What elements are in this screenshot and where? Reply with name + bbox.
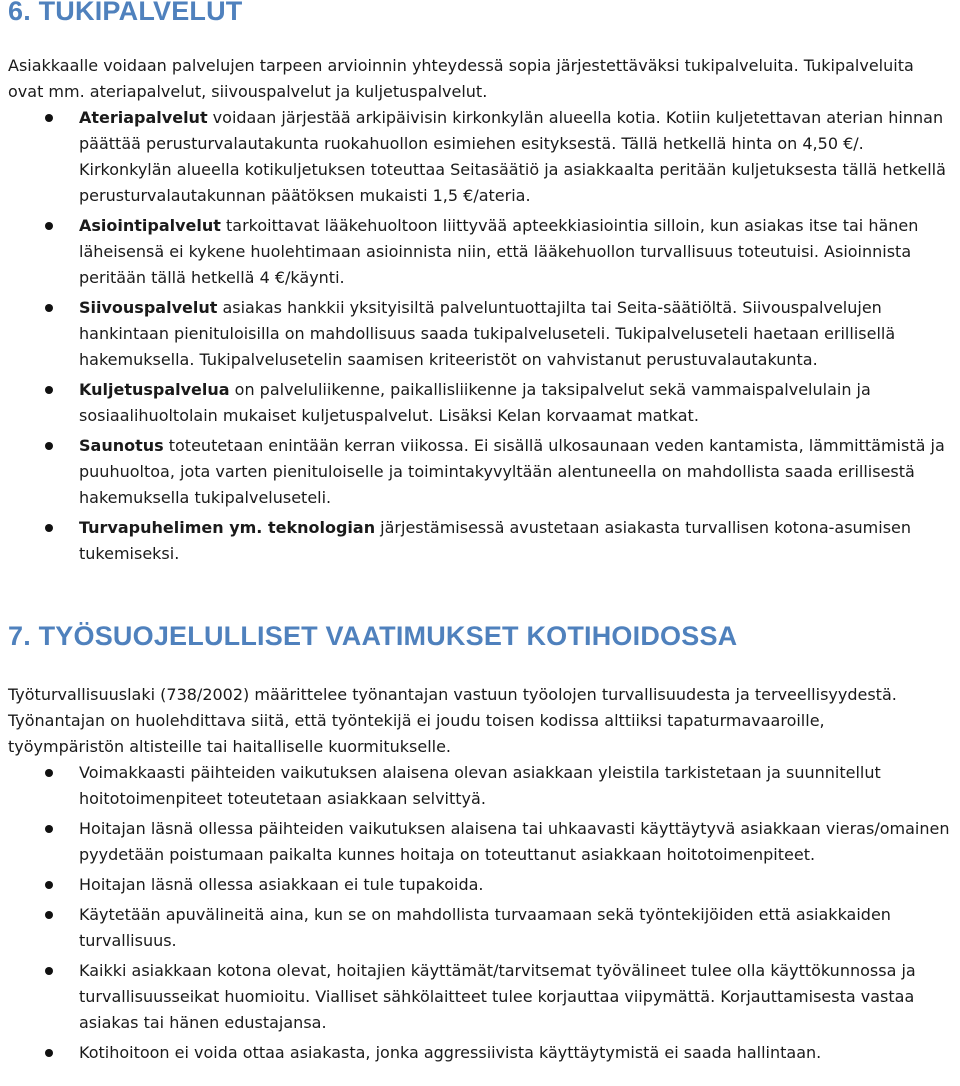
section-7-intro: Työturvallisuuslaki (738/2002) määrittelee työnantajan vastuun työolojen turvallisuudesta ja terveellisyydestä. Työnantajan on huolehdittava siitä, että työntekijä ei joudu toisen kodissa alttiiksi tapaturmavaaroille, työympäristön altisteille tai haitalliselle kuormitukselle. [8,685,897,756]
list-item-term: Asiointipalvelut [79,216,221,235]
list-item-term: Ateriapalvelut [79,108,208,127]
list-item [8,816,958,868]
list-item [8,958,958,1036]
bullet-icon [45,304,53,312]
list-item-text: Kaikki asiakkaan kotona olevat, hoitajien käyttämät/tarvitsemat työvälineet tulee olla käyttökunnossa ja turvallisuusseikat huomioitu. Vialliset sähkölaitteet tulee korjauttaa viipymättä. Korjauttamisesta vastaa asiakas tai hänen edustajansa. [79,961,916,1032]
bullet-icon [45,1049,53,1057]
list-item-text: toteutetaan enintään kerran viikossa. Ei sisällä ulkosaunaan veden kantamista, lämmittämistä ja puuhuoltoa, jota varten pienituloiselle ja toimintakyvyltään alentuneella on mahdollista saada erillisestä hakemuksella tukipalveluseteli. [79,436,945,507]
bullet-icon [45,114,53,122]
list-item-term: Kuljetuspalvelua [79,380,230,399]
bullet-icon [45,222,53,230]
bullet-icon [45,386,53,394]
bullet-icon [45,881,53,889]
section-6-list [8,105,958,571]
list-item [8,515,958,567]
bullet-icon [45,769,53,777]
list-item [8,433,958,511]
list-item-text: Hoitajan läsnä ollessa päihteiden vaikutuksen alaisena tai uhkaavasti käyttäytyvä asiakkaan vieras/omainen pyydetään poistumaan paikalta kunnes hoitaja on toteuttanut asiakkaan hoitotoimenpiteet. [79,819,950,864]
list-item-text: tarkoittavat lääkehuoltoon liittyvää apteekkiasiointia silloin, kun asiakas itse tai hänen läheisensä ei kykene huolehtimaan asioinnista niin, että lääkehuollon turvallisuus toteutuisi. Asioinnista peritään tällä hetkellä 4 €/käynti. [79,216,919,287]
bullet-icon [45,825,53,833]
section-7-heading: 7. TYÖSUOJELULLISET VAATIMUKSET KOTIHOIDOSSA [8,621,738,651]
list-item [8,872,958,898]
bullet-icon [45,911,53,919]
list-item [8,902,958,954]
list-item-text: Voimakkaasti päihteiden vaikutuksen alaisena olevan asiakkaan yleistila tarkistetaan ja suunnitellut hoitotoimenpiteet toteutetaan asiakkaan selvittyä. [79,763,881,808]
list-item [8,377,958,429]
list-item [8,105,958,209]
list-item-text: Kotihoitoon ei voida ottaa asiakasta, jonka aggressiivista käyttäytymistä ei saada hallintaan. [79,1043,822,1062]
bullet-icon [45,524,53,532]
list-item-term: Saunotus [79,436,164,455]
list-item-term: Turvapuhelimen ym. teknologian [79,518,376,537]
list-item-text: järjestämisessä avustetaan asiakasta turvallisen kotona-asumisen tukemiseksi. [79,518,912,563]
section-6-intro: Asiakkaalle voidaan palvelujen tarpeen arvioinnin yhteydessä sopia järjestettäväksi tukipalveluita. Tukipalveluita ovat mm. ateriapalvelut, siivouspalvelut ja kuljetuspalvelut. [8,56,914,101]
bullet-icon [45,442,53,450]
list-item-text: voidaan järjestää arkipäivisin kirkonkylän alueella kotia. Kotiin kuljetettavan aterian hinnan päättää perusturvalautakunta ruokahuollon esimiehen esityksestä. Tällä hetkellä hinta on 4,50 €/. Kirkonkylän alueella kotikuljetuksen toteuttaa Seitasäätiö ja asiakkaalta peritään kuljetuksesta tällä hetkellä perusturvalautakunnan päätöksen mukaisti 1,5 €/ateria. [79,108,946,205]
section-7-list [8,760,958,1070]
list-item [8,760,958,812]
list-item-text: on palveluliikenne, paikallisliikenne ja taksipalvelut sekä vammaispalvelulain ja sosiaalihuoltolain mukaiset kuljetuspalvelut. Lisäksi Kelan korvaamat matkat. [79,380,871,425]
list-item-text: Käytetään apuvälineitä aina, kun se on mahdollista turvaamaan sekä työntekijöiden että asiakkaiden turvallisuus. [79,905,891,950]
bullet-icon [45,967,53,975]
list-item-term: Siivouspalvelut [79,298,218,317]
list-item [8,295,958,373]
list-item [8,1040,958,1066]
section-6-heading: 6. TUKIPALVELUT [8,0,243,26]
list-item [8,213,958,291]
list-item-text: asiakas hankkii yksityisiltä palveluntuottajilta tai Seita-säätiöltä. Siivouspalvelujen hankintaan pienituloisilla on mahdollisuus saada tukipalveluseteli. Tukipalveluseteli haetaan erillisellä hakemuksella. Tukipalvelusetelin saamisen kriteeristöt on vahvistanut perustuvalautakunta. [79,298,896,369]
list-item-text: Hoitajan läsnä ollessa asiakkaan ei tule tupakoida. [79,875,484,894]
